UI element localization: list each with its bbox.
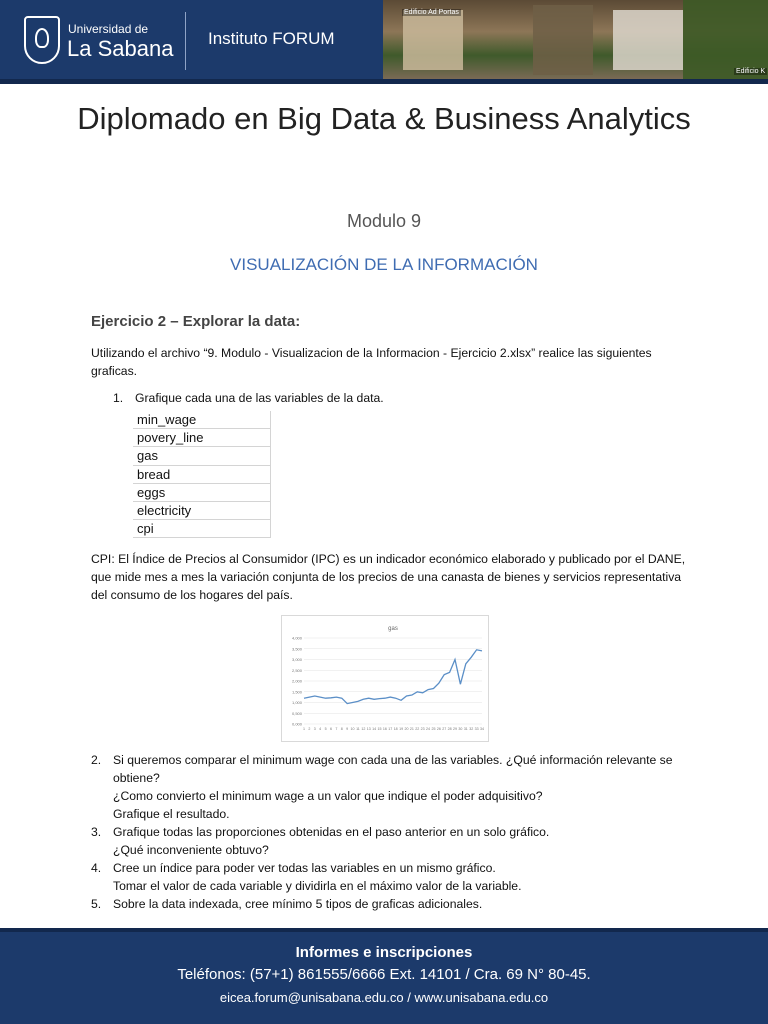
y-tick-label: 4,000 xyxy=(291,635,302,641)
list-item-number: 3. xyxy=(91,825,102,839)
x-tick-label: 24 xyxy=(426,727,431,731)
cpi-paragraph: CPI: El Índice de Precios al Consumidor (IPC) es un indicador económico elaborado y publicado por el DANE, que mide mes a mes la variación conjunta de los precios de una canasta de bienes y servicios representativa del consumo de los hogares del país. xyxy=(91,552,686,602)
y-tick-label: 3,500 xyxy=(291,646,302,652)
x-tick-label: 27 xyxy=(442,727,447,731)
y-tick-label: 2,500 xyxy=(291,667,302,673)
x-tick-label: 11 xyxy=(356,727,360,731)
x-tick-label: 34 xyxy=(480,727,484,731)
x-tick-label: 13 xyxy=(366,727,371,731)
footer-heading: Informes e inscripciones xyxy=(295,944,473,961)
footer-phones: Teléfonos: (57+1) 861555/6666 Ext. 14101 / Cra. 69 N° 80-45. xyxy=(177,966,591,983)
university-name-big: La Sabana xyxy=(67,36,174,61)
y-tick-label: 3,000 xyxy=(291,657,302,662)
series-line xyxy=(304,650,482,704)
x-tick-label: 5 xyxy=(324,727,327,731)
x-tick-label: 3 xyxy=(313,727,316,731)
list-item-line: Cree un índice para poder ver todas las variables en un mismo gráfico. xyxy=(113,861,496,875)
x-tick-label: 20 xyxy=(404,727,409,731)
document-title: Diplomado en Big Data & Business Analytics xyxy=(77,101,691,136)
y-tick-label: 2,000 xyxy=(291,678,302,684)
chart-title: gas xyxy=(388,626,398,632)
x-tick-label: 4 xyxy=(319,727,322,731)
variable-cell: povery_line xyxy=(133,429,271,447)
crest-icon xyxy=(24,16,60,64)
intro-paragraph: Utilizando el archivo “9. Modulo - Visualizacion de la Informacion - Ejercicio 2.xlsx” realice las siguientes graficas. xyxy=(91,346,652,378)
university-name-small: Universidad de xyxy=(68,22,149,36)
header-banner xyxy=(0,0,768,84)
footer-contact: eicea.forum@unisabana.edu.co / www.unisabana.edu.co xyxy=(219,990,549,1005)
photo-label-building: Edificio Ad Portas xyxy=(404,9,459,16)
variable-cell: min_wage xyxy=(133,411,271,429)
list-item-number: 4. xyxy=(91,861,102,875)
x-tick-label: 28 xyxy=(447,727,452,731)
list-item-3 xyxy=(91,823,691,859)
x-tick-label: 18 xyxy=(393,727,398,731)
list-item-text: Grafique cada una de las variables de la data. xyxy=(135,391,384,405)
section-heading: VISUALIZACIÓN DE LA INFORMACIÓN xyxy=(230,255,538,274)
list-item-line: ¿Como convierto el minimum wage a un valor que indique el poder adquisitivo? xyxy=(113,789,543,803)
list-item-number: 2. xyxy=(91,753,102,767)
x-tick-label: 10 xyxy=(350,727,355,731)
x-tick-label: 25 xyxy=(431,727,436,731)
chart-canvas xyxy=(282,616,488,741)
exercise-list xyxy=(91,751,691,913)
x-tick-label: 6 xyxy=(329,727,332,731)
module-label: Modulo 9 xyxy=(346,211,422,231)
x-tick-label: 15 xyxy=(377,727,382,731)
x-tick-label: 26 xyxy=(436,727,441,731)
list-item-line: Tomar el valor de cada variable y dividirla en el máximo valor de la variable. xyxy=(113,879,522,893)
y-tick-label: 0,500 xyxy=(291,710,302,716)
variable-cell: electricity xyxy=(133,502,271,520)
variables-table xyxy=(133,411,271,538)
x-tick-label: 7 xyxy=(335,727,338,731)
x-tick-label: 21 xyxy=(409,727,414,731)
institute-name: Instituto FORUM xyxy=(208,29,335,48)
list-item-line: ¿Qué inconveniente obtuvo? xyxy=(113,843,269,857)
list-item-line: Grafique el resultado. xyxy=(113,807,230,821)
x-tick-label: 29 xyxy=(453,727,458,731)
x-tick-label: 23 xyxy=(420,727,425,731)
x-tick-label: 19 xyxy=(399,727,404,731)
list-item-5 xyxy=(91,895,691,913)
x-tick-label: 1 xyxy=(303,727,305,731)
list-item-2 xyxy=(91,751,691,823)
variable-cell: gas xyxy=(133,447,271,465)
photo-label-building-k: Edificio K xyxy=(736,68,766,75)
list-item-number: 5. xyxy=(91,897,102,911)
x-tick-label: 22 xyxy=(415,727,420,731)
y-tick-label: 1,000 xyxy=(291,700,302,705)
list-item-line: Sobre la data indexada, cree mínimo 5 tipos de graficas adicionales. xyxy=(113,897,483,911)
list-item-4 xyxy=(91,859,691,895)
x-tick-label: 9 xyxy=(346,727,349,731)
x-tick-label: 30 xyxy=(458,727,463,731)
x-tick-label: 14 xyxy=(372,727,377,731)
variable-cell: cpi xyxy=(133,520,271,538)
gas-line-chart xyxy=(281,615,489,742)
x-tick-label: 16 xyxy=(382,727,387,731)
header-divider xyxy=(185,12,186,70)
exercise-heading: Ejercicio 2 – Explorar la data: xyxy=(91,313,301,330)
y-tick-label: 1,500 xyxy=(291,689,302,695)
y-tick-label: 0,000 xyxy=(291,721,302,727)
list-item-line: Si queremos comparar el minimum wage con cada una de las variables. ¿Qué información relevante se obtiene? xyxy=(113,753,673,785)
x-tick-label: 2 xyxy=(308,727,311,731)
variable-cell: eggs xyxy=(133,484,271,502)
x-tick-label: 32 xyxy=(469,727,474,731)
variable-cell: bread xyxy=(133,466,271,484)
list-item-1 xyxy=(113,391,384,405)
x-tick-label: 31 xyxy=(463,727,468,731)
x-tick-label: 12 xyxy=(361,727,366,731)
university-logo xyxy=(24,14,192,70)
list-item-line: Grafique todas las proporciones obtenidas en el paso anterior en un solo gráfico. xyxy=(113,825,550,839)
list-item-number: 1. xyxy=(113,391,124,405)
footer-banner xyxy=(0,928,768,1024)
x-tick-label: 17 xyxy=(388,727,393,731)
x-tick-label: 8 xyxy=(340,727,343,731)
x-tick-label: 33 xyxy=(474,727,479,731)
